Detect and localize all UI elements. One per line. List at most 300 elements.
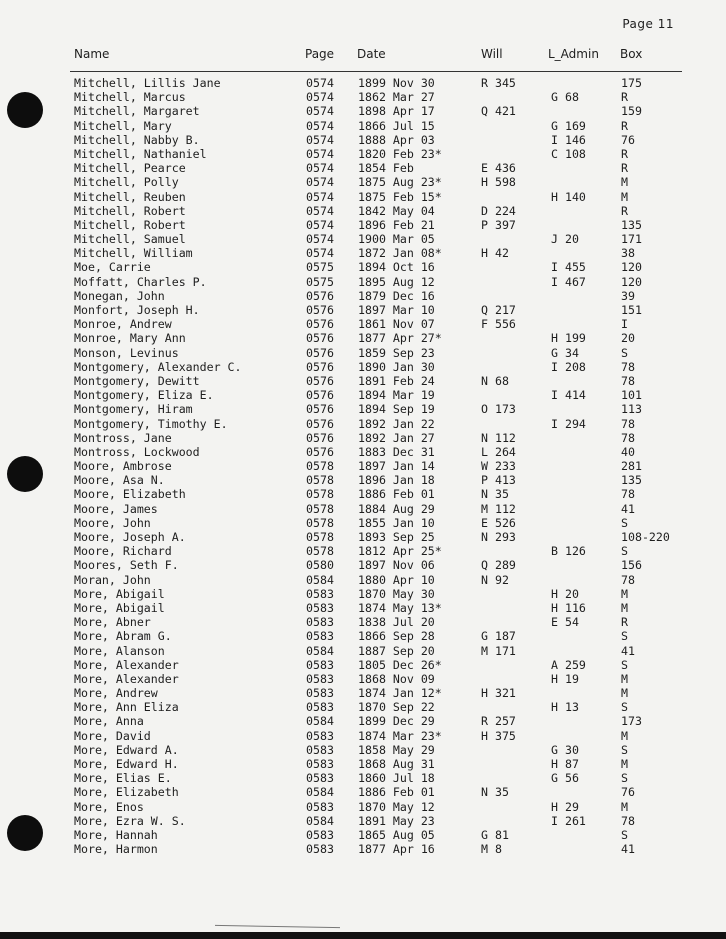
cell-name: More, Anna bbox=[74, 714, 144, 729]
cell-admin: G 56 bbox=[551, 771, 579, 786]
cell-name: Mitchell, Marcus bbox=[74, 90, 186, 105]
cell-box: 156 bbox=[621, 558, 642, 573]
cell-date: 1862 Mar 27 bbox=[358, 90, 435, 105]
cell-date: 1896 Jan 18 bbox=[358, 473, 435, 488]
table-row bbox=[0, 104, 726, 118]
cell-date: 1868 Nov 09 bbox=[358, 671, 435, 686]
cell-box: S bbox=[621, 629, 628, 644]
cell-will: H 42 bbox=[481, 246, 509, 261]
cell-box: S bbox=[621, 515, 628, 530]
cell-box: 108-220 bbox=[621, 530, 670, 544]
cell-box: S bbox=[621, 742, 628, 757]
cell-page: 0578 bbox=[306, 473, 334, 488]
cell-name: More, Edward A. bbox=[74, 742, 179, 757]
cell-admin: H 199 bbox=[551, 331, 586, 346]
cell-box: 101 bbox=[621, 388, 642, 403]
table-row bbox=[0, 573, 726, 587]
cell-name: More, Edward H. bbox=[74, 757, 179, 771]
table-row bbox=[0, 743, 726, 757]
cell-box: M bbox=[621, 175, 628, 190]
cell-name: Montgomery, Eliza E. bbox=[74, 388, 214, 403]
cell-name: Moore, Joseph A. bbox=[74, 530, 186, 544]
header-box: Box bbox=[620, 47, 643, 61]
cell-date: 1891 Feb 24 bbox=[358, 373, 435, 388]
table-row bbox=[0, 260, 726, 274]
table-row bbox=[0, 360, 726, 374]
table-row bbox=[0, 232, 726, 246]
table-row bbox=[0, 175, 726, 189]
cell-name: Mitchell, Reuben bbox=[74, 189, 186, 204]
cell-date: 1897 Mar 10 bbox=[358, 303, 435, 317]
cell-will: P 413 bbox=[481, 473, 516, 488]
cell-date: 1884 Aug 29 bbox=[358, 501, 435, 516]
cell-page: 0578 bbox=[306, 501, 334, 516]
cell-box: R bbox=[621, 146, 628, 161]
cell-name: Mitchell, Lillis Jane bbox=[74, 76, 221, 90]
table-row bbox=[0, 190, 726, 204]
cell-name: Montgomery, Alexander C. bbox=[74, 359, 242, 374]
cell-admin: I 467 bbox=[551, 274, 586, 289]
cell-date: 1805 Dec 26* bbox=[358, 657, 442, 672]
cell-date: 1870 Sep 22 bbox=[358, 700, 435, 715]
cell-page: 0583 bbox=[306, 771, 334, 786]
cell-page: 0576 bbox=[306, 402, 334, 417]
cell-name: Mitchell, Nathaniel bbox=[74, 146, 207, 161]
cell-page: 0575 bbox=[306, 274, 334, 289]
header-date: Date bbox=[357, 47, 386, 61]
cell-box: 173 bbox=[621, 714, 642, 729]
cell-page: 0583 bbox=[306, 615, 334, 630]
header-page: Page bbox=[305, 47, 335, 61]
scan-edge bbox=[0, 932, 726, 939]
table-row bbox=[0, 516, 726, 530]
cell-admin: H 140 bbox=[551, 189, 586, 204]
cell-name: Moores, Seth F. bbox=[74, 558, 179, 573]
cell-box: 41 bbox=[621, 643, 635, 658]
cell-name: Moore, John bbox=[74, 515, 151, 530]
cell-box: S bbox=[621, 544, 628, 559]
cell-date: 1874 Jan 12* bbox=[358, 686, 442, 701]
cell-box: 120 bbox=[621, 274, 642, 289]
cell-box: 38 bbox=[621, 246, 635, 261]
cell-date: 1894 Sep 19 bbox=[358, 402, 435, 417]
cell-page: 0576 bbox=[306, 416, 334, 431]
cell-date: 1874 May 13* bbox=[358, 600, 442, 615]
cell-page: 0576 bbox=[306, 303, 334, 317]
cell-name: Monson, Levinus bbox=[74, 345, 179, 360]
cell-box: M bbox=[621, 189, 628, 204]
cell-admin: J 20 bbox=[551, 232, 579, 247]
cell-name: Moore, Richard bbox=[74, 544, 172, 559]
cell-page: 0574 bbox=[306, 203, 334, 218]
cell-date: 1870 May 30 bbox=[358, 586, 435, 601]
cell-date: 1890 Jan 30 bbox=[358, 359, 435, 374]
cell-page: 0583 bbox=[306, 657, 334, 672]
cell-name: Montgomery, Hiram bbox=[74, 402, 193, 417]
cell-page: 0584 bbox=[306, 643, 334, 658]
cell-name: Mitchell, Robert bbox=[74, 217, 186, 232]
cell-will: N 92 bbox=[481, 572, 509, 587]
cell-date: 1880 Apr 10 bbox=[358, 572, 435, 587]
cell-box: 120 bbox=[621, 260, 642, 275]
cell-date: 1893 Sep 25 bbox=[358, 530, 435, 544]
cell-will: G 187 bbox=[481, 629, 516, 644]
cell-box: 39 bbox=[621, 288, 635, 303]
cell-name: More, Abigail bbox=[74, 586, 165, 601]
cell-date: 1866 Jul 15 bbox=[358, 118, 435, 133]
cell-page: 0576 bbox=[306, 345, 334, 360]
cell-will: O 173 bbox=[481, 402, 516, 417]
cell-date: 1892 Jan 22 bbox=[358, 416, 435, 431]
table-row bbox=[0, 771, 726, 785]
cell-date: 1879 Dec 16 bbox=[358, 288, 435, 303]
table-row bbox=[0, 388, 726, 402]
cell-date: 1872 Jan 08* bbox=[358, 246, 442, 261]
cell-will: D 224 bbox=[481, 203, 516, 218]
cell-box: S bbox=[621, 345, 628, 360]
cell-box: R bbox=[621, 90, 628, 105]
cell-name: Mitchell, Pearce bbox=[74, 161, 186, 176]
cell-date: 1854 Feb bbox=[358, 161, 414, 176]
cell-box: 76 bbox=[621, 785, 635, 800]
cell-date: 1891 May 23 bbox=[358, 813, 435, 828]
cell-date: 1855 Jan 10 bbox=[358, 515, 435, 530]
cell-date: 1859 Sep 23 bbox=[358, 345, 435, 360]
cell-name: More, Ezra W. S. bbox=[74, 813, 186, 828]
cell-name: More, Alanson bbox=[74, 643, 165, 658]
cell-box: R bbox=[621, 203, 628, 218]
cell-date: 1898 Apr 17 bbox=[358, 104, 435, 119]
cell-date: 1866 Sep 28 bbox=[358, 629, 435, 644]
cell-date: 1874 Mar 23* bbox=[358, 728, 442, 743]
table-row bbox=[0, 757, 726, 771]
cell-name: More, Alexander bbox=[74, 657, 179, 672]
cell-name: More, Harmon bbox=[74, 842, 158, 857]
table-row bbox=[0, 317, 726, 331]
cell-admin: G 34 bbox=[551, 345, 579, 360]
cell-page: 0583 bbox=[306, 671, 334, 686]
cell-name: Monegan, John bbox=[74, 288, 165, 303]
cell-date: 1894 Oct 16 bbox=[358, 260, 435, 275]
cell-name: Moe, Carrie bbox=[74, 260, 151, 275]
cell-page: 0584 bbox=[306, 785, 334, 800]
cell-page: 0578 bbox=[306, 544, 334, 559]
page-number: Page 11 bbox=[622, 17, 674, 31]
cell-will: N 112 bbox=[481, 430, 516, 445]
table-row bbox=[0, 828, 726, 842]
table-row bbox=[0, 686, 726, 700]
cell-date: 1897 Jan 14 bbox=[358, 459, 435, 474]
cell-box: 175 bbox=[621, 76, 642, 90]
table-row bbox=[0, 303, 726, 317]
cell-will: L 264 bbox=[481, 444, 516, 459]
cell-will: N 35 bbox=[481, 785, 509, 800]
cell-date: 1896 Feb 21 bbox=[358, 217, 435, 232]
cell-page: 0583 bbox=[306, 799, 334, 814]
table-row bbox=[0, 629, 726, 643]
table-row bbox=[0, 417, 726, 431]
cell-page: 0576 bbox=[306, 373, 334, 388]
cell-page: 0584 bbox=[306, 714, 334, 729]
cell-will: R 345 bbox=[481, 76, 516, 90]
cell-box: 171 bbox=[621, 232, 642, 247]
cell-box: 281 bbox=[621, 459, 642, 474]
cell-will: Q 289 bbox=[481, 558, 516, 573]
cell-name: More, Elias E. bbox=[74, 771, 172, 786]
cell-page: 0574 bbox=[306, 217, 334, 232]
cell-box: 113 bbox=[621, 402, 642, 417]
cell-box: M bbox=[621, 757, 628, 771]
cell-box: M bbox=[621, 686, 628, 701]
cell-name: More, Enos bbox=[74, 799, 144, 814]
cell-name: More, David bbox=[74, 728, 151, 743]
cell-box: 135 bbox=[621, 217, 642, 232]
table-row bbox=[0, 800, 726, 814]
cell-admin: H 20 bbox=[551, 586, 579, 601]
cell-name: More, Alexander bbox=[74, 671, 179, 686]
cell-admin: H 29 bbox=[551, 799, 579, 814]
cell-date: 1860 Jul 18 bbox=[358, 771, 435, 786]
cell-page: 0583 bbox=[306, 742, 334, 757]
cell-date: 1865 Aug 05 bbox=[358, 827, 435, 842]
cell-page: 0576 bbox=[306, 388, 334, 403]
cell-name: Moore, James bbox=[74, 501, 158, 516]
cell-will: H 598 bbox=[481, 175, 516, 190]
cell-date: 1899 Dec 29 bbox=[358, 714, 435, 729]
cell-date: 1894 Mar 19 bbox=[358, 388, 435, 403]
table-row bbox=[0, 246, 726, 260]
cell-name: Mitchell, William bbox=[74, 246, 193, 261]
cell-date: 1899 Nov 30 bbox=[358, 76, 435, 90]
cell-will: F 556 bbox=[481, 317, 516, 332]
cell-name: Montgomery, Timothy E. bbox=[74, 416, 228, 431]
cell-page: 0574 bbox=[306, 146, 334, 161]
cell-page: 0583 bbox=[306, 757, 334, 771]
cell-admin: H 13 bbox=[551, 700, 579, 715]
cell-date: 1858 May 29 bbox=[358, 742, 435, 757]
cell-page: 0574 bbox=[306, 189, 334, 204]
cell-page: 0574 bbox=[306, 118, 334, 133]
table-row bbox=[0, 346, 726, 360]
cell-box: 159 bbox=[621, 104, 642, 119]
cell-page: 0578 bbox=[306, 487, 334, 502]
table-row bbox=[0, 615, 726, 629]
cell-name: Montgomery, Dewitt bbox=[74, 373, 200, 388]
cell-box: S bbox=[621, 771, 628, 786]
cell-will: M 171 bbox=[481, 643, 516, 658]
cell-date: 1812 Apr 25* bbox=[358, 544, 442, 559]
cell-date: 1877 Apr 27* bbox=[358, 331, 442, 346]
table-row bbox=[0, 331, 726, 345]
cell-name: Monroe, Mary Ann bbox=[74, 331, 186, 346]
cell-page: 0578 bbox=[306, 515, 334, 530]
cell-admin: C 108 bbox=[551, 146, 586, 161]
cell-box: R bbox=[621, 615, 628, 630]
cell-box: 20 bbox=[621, 331, 635, 346]
cell-box: S bbox=[621, 827, 628, 842]
cell-page: 0583 bbox=[306, 728, 334, 743]
cell-date: 1875 Feb 15* bbox=[358, 189, 442, 204]
cell-name: Mitchell, Margaret bbox=[74, 104, 200, 119]
cell-name: More, Elizabeth bbox=[74, 785, 179, 800]
cell-will: W 233 bbox=[481, 459, 516, 474]
cell-box: M bbox=[621, 799, 628, 814]
cell-will: Q 217 bbox=[481, 303, 516, 317]
cell-date: 1870 May 12 bbox=[358, 799, 435, 814]
table-row bbox=[0, 587, 726, 601]
cell-admin: G 68 bbox=[551, 90, 579, 105]
cell-page: 0574 bbox=[306, 76, 334, 90]
cell-box: R bbox=[621, 118, 628, 133]
cell-admin: I 294 bbox=[551, 416, 586, 431]
cell-will: N 293 bbox=[481, 530, 516, 544]
cell-box: 78 bbox=[621, 487, 635, 502]
cell-page: 0584 bbox=[306, 813, 334, 828]
header-admin: L_Admin bbox=[548, 47, 599, 61]
cell-name: Mitchell, Polly bbox=[74, 175, 179, 190]
cell-admin: G 30 bbox=[551, 742, 579, 757]
cell-name: Moore, Elizabeth bbox=[74, 487, 186, 502]
cell-page: 0583 bbox=[306, 700, 334, 715]
header-will: Will bbox=[481, 47, 503, 61]
cell-page: 0574 bbox=[306, 232, 334, 247]
cell-page: 0576 bbox=[306, 331, 334, 346]
cell-name: Moran, John bbox=[74, 572, 151, 587]
cell-box: 40 bbox=[621, 444, 635, 459]
cell-will: P 397 bbox=[481, 217, 516, 232]
cell-name: Mitchell, Mary bbox=[74, 118, 172, 133]
table-row bbox=[0, 729, 726, 743]
cell-name: More, Ann Eliza bbox=[74, 700, 179, 715]
table-row bbox=[0, 133, 726, 147]
cell-box: 135 bbox=[621, 473, 642, 488]
cell-will: Q 421 bbox=[481, 104, 516, 119]
cell-page: 0583 bbox=[306, 586, 334, 601]
cell-admin: I 455 bbox=[551, 260, 586, 275]
cell-will: M 8 bbox=[481, 842, 502, 857]
cell-box: 76 bbox=[621, 132, 635, 147]
cell-name: Moore, Ambrose bbox=[74, 459, 172, 474]
cell-will: N 68 bbox=[481, 373, 509, 388]
cell-name: Monroe, Andrew bbox=[74, 317, 172, 332]
table-row bbox=[0, 487, 726, 501]
cell-page: 0575 bbox=[306, 260, 334, 275]
cell-box: 78 bbox=[621, 373, 635, 388]
cell-box: M bbox=[621, 728, 628, 743]
table-row bbox=[0, 814, 726, 828]
cell-box: R bbox=[621, 161, 628, 176]
header-rule bbox=[70, 71, 682, 72]
table-row bbox=[0, 558, 726, 572]
cell-page: 0583 bbox=[306, 600, 334, 615]
table-row bbox=[0, 289, 726, 303]
cell-admin: I 414 bbox=[551, 388, 586, 403]
table-row bbox=[0, 161, 726, 175]
cell-box: M bbox=[621, 671, 628, 686]
table-row bbox=[0, 374, 726, 388]
cell-page: 0574 bbox=[306, 104, 334, 119]
cell-date: 1895 Aug 12 bbox=[358, 274, 435, 289]
cell-name: More, Hannah bbox=[74, 827, 158, 842]
cell-date: 1861 Nov 07 bbox=[358, 317, 435, 332]
cell-name: Mitchell, Samuel bbox=[74, 232, 186, 247]
cell-name: Moffatt, Charles P. bbox=[74, 274, 207, 289]
cell-name: More, Abner bbox=[74, 615, 151, 630]
table-row bbox=[0, 544, 726, 558]
table-row bbox=[0, 445, 726, 459]
cell-box: 151 bbox=[621, 303, 642, 317]
cell-name: Montross, Lockwood bbox=[74, 444, 200, 459]
cell-box: 78 bbox=[621, 359, 635, 374]
cell-page: 0583 bbox=[306, 842, 334, 857]
cell-name: Mitchell, Robert bbox=[74, 203, 186, 218]
cell-admin: H 19 bbox=[551, 671, 579, 686]
cell-date: 1888 Apr 03 bbox=[358, 132, 435, 147]
cell-name: More, Abram G. bbox=[74, 629, 172, 644]
cell-date: 1820 Feb 23* bbox=[358, 146, 442, 161]
cell-will: E 526 bbox=[481, 515, 516, 530]
cell-date: 1886 Feb 01 bbox=[358, 487, 435, 502]
cell-name: Moore, Asa N. bbox=[74, 473, 165, 488]
cell-page: 0578 bbox=[306, 459, 334, 474]
cell-box: S bbox=[621, 657, 628, 672]
cell-page: 0578 bbox=[306, 530, 334, 544]
cell-date: 1886 Feb 01 bbox=[358, 785, 435, 800]
cell-date: 1842 May 04 bbox=[358, 203, 435, 218]
cell-date: 1887 Sep 20 bbox=[358, 643, 435, 658]
cell-date: 1883 Dec 31 bbox=[358, 444, 435, 459]
cell-box: S bbox=[621, 700, 628, 715]
cell-name: More, Andrew bbox=[74, 686, 158, 701]
cell-admin: H 87 bbox=[551, 757, 579, 771]
table-row bbox=[0, 672, 726, 686]
table-row bbox=[0, 644, 726, 658]
cell-page: 0584 bbox=[306, 572, 334, 587]
cell-box: I bbox=[621, 317, 628, 332]
table-row bbox=[0, 473, 726, 487]
cell-box: 78 bbox=[621, 416, 635, 431]
cell-admin: E 54 bbox=[551, 615, 579, 630]
cell-name: More, Abigail bbox=[74, 600, 165, 615]
cell-admin: G 169 bbox=[551, 118, 586, 133]
table-row bbox=[0, 714, 726, 728]
record-list bbox=[0, 76, 726, 856]
cell-page: 0576 bbox=[306, 317, 334, 332]
cell-box: M bbox=[621, 586, 628, 601]
cell-date: 1877 Apr 16 bbox=[358, 842, 435, 857]
cell-name: Montross, Jane bbox=[74, 430, 172, 445]
cell-page: 0583 bbox=[306, 629, 334, 644]
cell-will: R 257 bbox=[481, 714, 516, 729]
cell-box: 41 bbox=[621, 501, 635, 516]
cell-will: H 375 bbox=[481, 728, 516, 743]
pencil-mark bbox=[215, 925, 340, 928]
table-row bbox=[0, 76, 726, 90]
cell-admin: I 261 bbox=[551, 813, 586, 828]
cell-box: 41 bbox=[621, 842, 635, 857]
cell-date: 1900 Mar 05 bbox=[358, 232, 435, 247]
cell-admin: B 126 bbox=[551, 544, 586, 559]
cell-name: Mitchell, Nabby B. bbox=[74, 132, 200, 147]
table-row bbox=[0, 601, 726, 615]
cell-will: H 321 bbox=[481, 686, 516, 701]
cell-name: Monfort, Joseph H. bbox=[74, 303, 200, 317]
cell-page: 0576 bbox=[306, 444, 334, 459]
cell-will: E 436 bbox=[481, 161, 516, 176]
cell-admin: I 208 bbox=[551, 359, 586, 374]
cell-date: 1875 Aug 23* bbox=[358, 175, 442, 190]
table-row bbox=[0, 275, 726, 289]
